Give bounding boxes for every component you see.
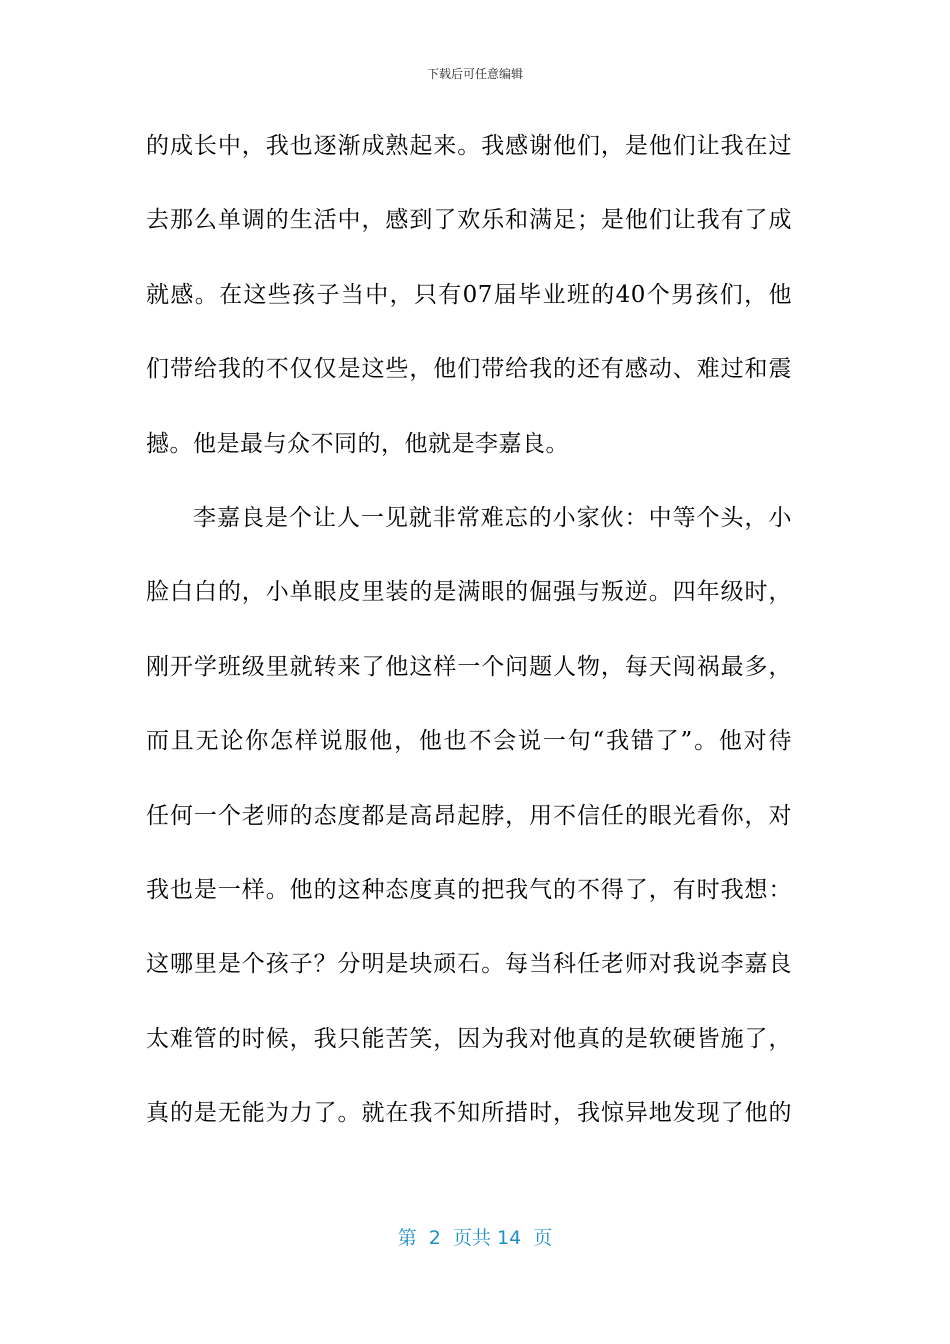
text-line: 这哪里是个孩子？分明是块顽石。每当科任老师对我说李嘉良 [146,951,792,978]
page-number-footer: 第 2 页共 14 页 [397,1227,553,1249]
text-line: 们带给我的不仅仅是这些，他们带给我的还有感动、难过和震 [146,356,792,383]
text-line: 任何一个老师的态度都是高昂起脖，用不信任的眼光看你，对 [146,802,792,829]
text-line: 太难管的时候，我只能苦笑，因为我对他真的是软硬皆施了， [146,1025,792,1052]
text-line: 李嘉良是个让人一见就非常难忘的小家伙：中等个头，小 [193,504,792,531]
text-line: 刚开学班级里就转来了他这样一个问题人物，每天闯祸最多， [146,653,792,680]
text-line: 真的是无能为力了。就在我不知所措时，我惊异地发现了他的 [146,1100,792,1127]
body-text [146,124,792,1165]
text-line: 就感。在这些孩子当中，只有07届毕业班的40个男孩们，他 [146,281,792,308]
text-line: 脸白白的，小单眼皮里装的是满眼的倔强与叛逆。四年级时， [146,579,792,606]
text-line: 而且无论你怎样说服他，他也不会说一句“我错了”。他对待 [146,728,792,755]
text-line: 我也是一样。他的这种态度真的把我气的不得了，有时我想： [146,876,792,903]
page-header: 下载后可任意编辑 [426,67,523,81]
text-line: 的成长中，我也逐渐成熟起来。我感谢他们，是他们让我在过 [146,133,792,159]
text-line: 撼。他是最与众不同的，他就是李嘉良。 [146,430,569,457]
text-line: 去那么单调的生活中，感到了欢乐和满足；是他们让我有了成 [146,207,792,234]
